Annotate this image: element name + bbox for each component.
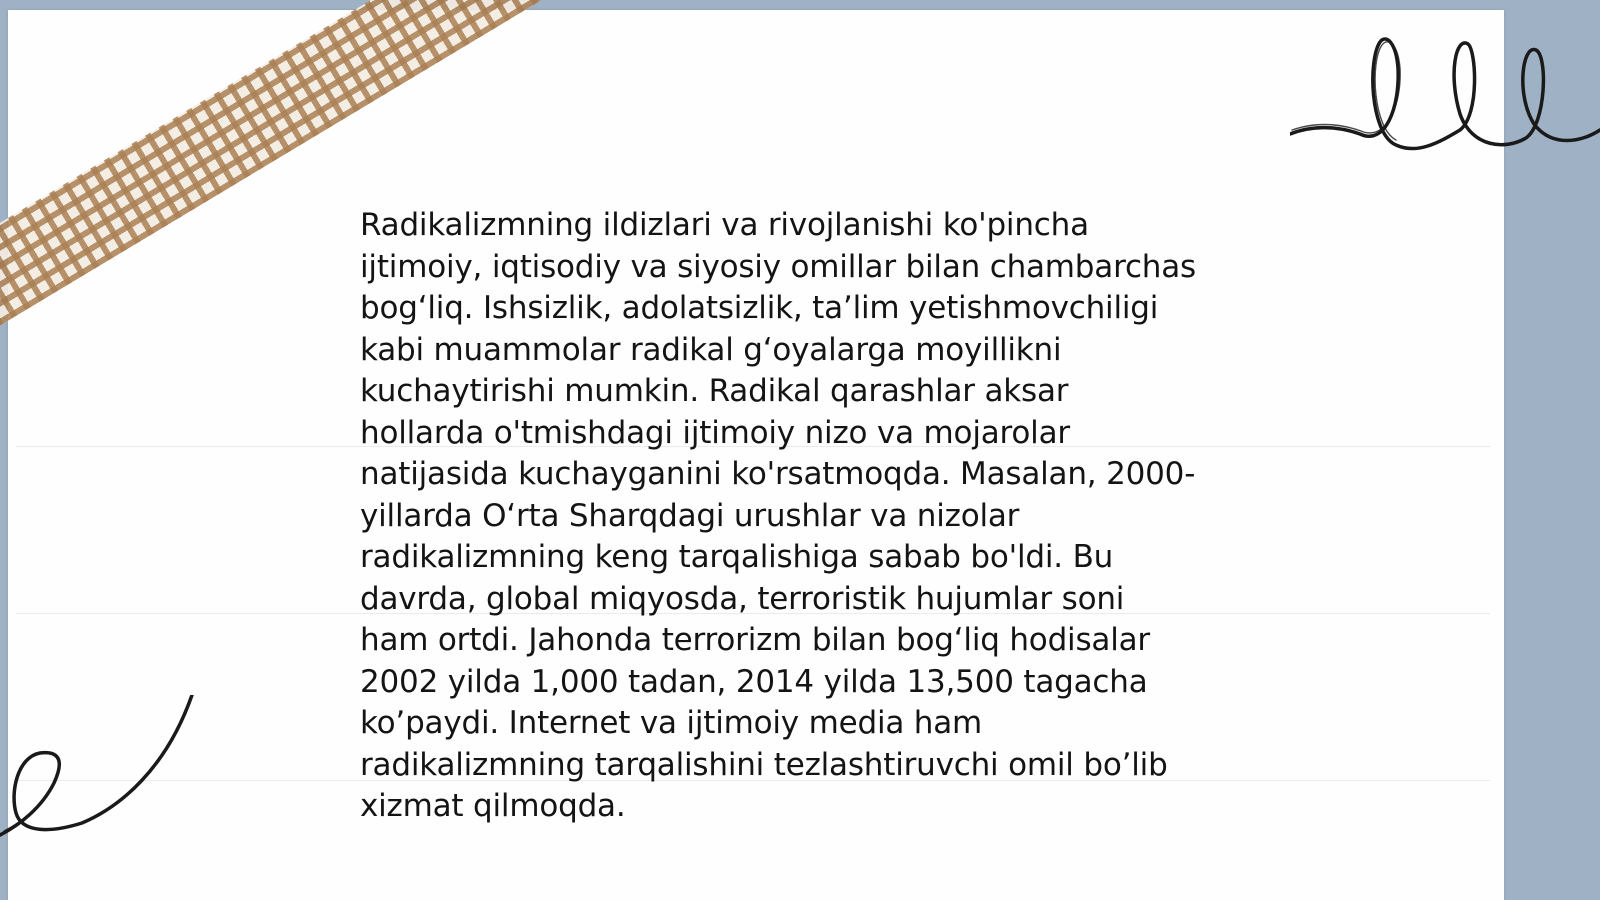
body-paragraph: Radikalizmning ildizlari va rivojlanishi ko'pincha ijtimoiy, iqtisodiy va siyosiy omillar bilan chambarchas bog‘liq. Ishsizlik, adolatsizlik, ta’lim yetishmovchiligi kabi muammolar radikal g‘oyalarga moyillikni kuchaytirishi mumkin. Radikal qarashlar aksar hollarda o'tmishdagi ijtimoiy nizo va mojarolar natijasida kuchayganini ko'rsatmoqda. Masalan, 2000- yillarda O‘rta Sharqdagi urushlar va nizolar radikalizmning keng tarqalishiga sabab bo'ldi. Bu davrda, global miqyosda, terroristik hujumlar soni ham ortdi. Jahonda terrorizm bilan bog‘liq hodisalar 2002 yilda 1,000 tadan, 2014 yilda 13,500 tagacha ko’paydi. Internet va ijtimoiy media ham radikalizmning tarqalishini tezlashtiruvchi omil bo’lib xizmat qilmoqda. <box>360 207 1196 824</box>
loop-scribble-doodle <box>1290 30 1600 160</box>
swirl-checkmark-doodle <box>0 695 200 845</box>
